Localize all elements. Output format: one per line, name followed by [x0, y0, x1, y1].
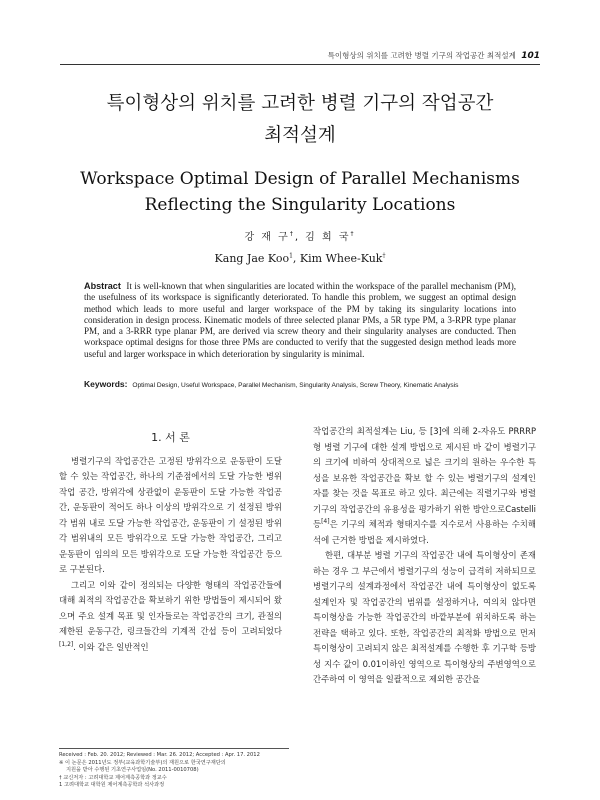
author-1-en-mark: 1	[289, 252, 293, 260]
paragraph: 한편, 대부분 병렬 기구의 작업공간 내에 특이형상이 존재하는 경우 그 부근에서 병렬기구의 성능이 급격히 저하되므로 병렬기구의 설계과정에서 작업공간 내에 특이형상이 없도록 설계인자 및 작업공간의 범위를 설정하거나, 여의치 않다면 특이형상을 가능한 작업공간의 바깥부분에 위치하도록 하는 전략을 택하고 있다. 또한, 작업공간의 최적화 방법으로 먼저 특이형상이 고려되지 않은 최적설계를 수행한 후 기구학 등방성 지수 값이 0.01이하인 영역으로 특이형상의 주변영역으로 간주하여 이 영역을 일괄적으로 제외한 공간을	[313, 550, 536, 684]
paragraph: 병렬기구의 작업공간은 고정된 방위각으로 운동판이 도달 할 수 있는 작업공간, 하나의 기준점에서의 도달 가능한 병위 작업 공간, 방위각에 상관없이 운동판이 도달 가능한 작업공간, 운동판이 적어도 하나 이상의 방위각으로 기 설정된 방위각 범위 내로 도달 가능한 작업공간, 운동판이 기 설정된 방위각 범위내의 모든 방위각으로 도달 가능한 작업공간, 그리고 운동판이 임의의 모든 방위각으로 도달 가능한 작업공간 등으로 구분된다.	[59, 455, 282, 574]
keywords-text: Optimal Design, Useful Workspace, Parallel Mechanism, Singularity Analysis, Screw Theory, Kinematic Analysis	[132, 382, 459, 389]
author-2-en-mark: †	[382, 252, 386, 260]
author-2-ko-mark: †	[350, 230, 356, 238]
author-1-ko: 강 재 구	[244, 232, 290, 243]
paragraph-text: 그리고 이와 같이 정의되는 다양한 형태의 작업공간들에 대해 최적의 작업공간을 확보하기 위한 방법들이 제시되어 왔으며 주요 설계 목표 및 인자들로는 작업공간의 크기, 관절의 제한된 운동구간, 링크들간의 기계적 간섭 등이 고려되었다	[59, 579, 282, 636]
citation: [4]	[321, 518, 330, 526]
citation: [1,2]	[59, 640, 74, 648]
english-authors	[60, 252, 540, 265]
paragraph	[313, 424, 536, 548]
paragraph	[59, 578, 282, 656]
footnotes	[59, 748, 289, 790]
korean-title-line-2: 최적설계	[264, 125, 336, 146]
right-column	[313, 424, 536, 688]
section-heading-introduction: 1. 서 론	[151, 431, 190, 444]
author-2-en: Kim Whee-Kuk	[299, 252, 383, 265]
abstract	[84, 281, 516, 360]
affiliation-note: 1 고려대학교 대학원 제어계측공학과 석사과정	[59, 782, 165, 789]
paragraph-text: 작업공간의 최적설계는 Liu, 등 [3]에 의해 2-자유도 PRRRP형 병렬 기구에 대한 설계 방법으로 제시된 바 같이 병렬기구의 크기에 비하여 상대적으로 넓은 크기의 원하는 우수한 특성을 보유한 작업공간을 확보 할 수 있는 병렬기구의 설계인자를 찾는 것을 목표로 하고 있다. 최근에는 직렬기구와 병렬기구의 작업공간의 유용성을 평가하기 위한 방안으로Castelli 등	[313, 426, 536, 529]
page-number: 101	[521, 51, 540, 61]
author-2-ko: 김 희 국	[305, 232, 351, 243]
korean-authors	[60, 228, 540, 243]
running-header	[60, 50, 540, 65]
corresponding-author-note: † 교신저자 : 고려대학교 제어계측공학과 정교수	[59, 774, 167, 781]
funding-note: ※ 이 논문은 2011년도 정부(교육과학기술부)의 재원으로 한국연구재단의	[59, 759, 226, 766]
abstract-label: Abstract	[84, 281, 121, 291]
received-dates: Received : Feb. 20. 2012; Reviewed : Mar. 26. 2012; Accepted : Apr. 17. 2012	[59, 752, 260, 758]
abstract-text: It is well-known that when singularities are located within the workspace of the parallel mechanism (PM), the usefulness of its workspace is significantly deteriorated. To handle this problem, we suggest an optimal design method which leads to more useful and larger workspace of the PM by taking its singularity locations into consideration in design process. Kinematic models of three selected planar PMs, a 5R type PM, a 3-RPR type planar PM, and a 3-RRR type planar PM, are derived via screw theory and their singularity analyses are conducted. Then workspace optimal designs for those three PMs are conducted to verify that the suggested design method leads more useful and larger workspace in which deterioration by singularity is minimal.	[84, 281, 517, 359]
english-title	[60, 166, 540, 218]
english-title-line-2: Reflecting the Singularity Locations	[144, 195, 456, 215]
korean-title	[60, 88, 540, 152]
paragraph-text: 은 기구의 체적과 형태지수를 지수로서 사용하는 수치해석에 근거한 방법을 제시하였다.	[313, 519, 536, 545]
author-separator-en: ,	[292, 252, 300, 265]
funding-note-cont: 지원을 받아 수행된 기초연구사업임(No. 2011-0010708)	[66, 767, 199, 774]
left-column	[59, 422, 282, 655]
keywords-label: Keywords:	[84, 379, 128, 389]
paragraph-text: . 이와 같은 일반적인	[73, 641, 149, 652]
author-1-ko-mark: †	[289, 230, 295, 238]
korean-title-line-1: 특이형상의 위치를 고려한 병렬 기구의 작업공간	[106, 93, 494, 114]
running-header-title: 특이형상의 위치를 고려한 병렬 기구의 작업공간 최적설계	[327, 51, 516, 60]
author-1-en: Kang Jae Koo	[214, 252, 290, 265]
keywords	[84, 379, 524, 389]
english-title-line-1: Workspace Optimal Design of Parallel Mechanisms	[80, 169, 520, 189]
author-separator-ko: ,	[294, 232, 306, 243]
